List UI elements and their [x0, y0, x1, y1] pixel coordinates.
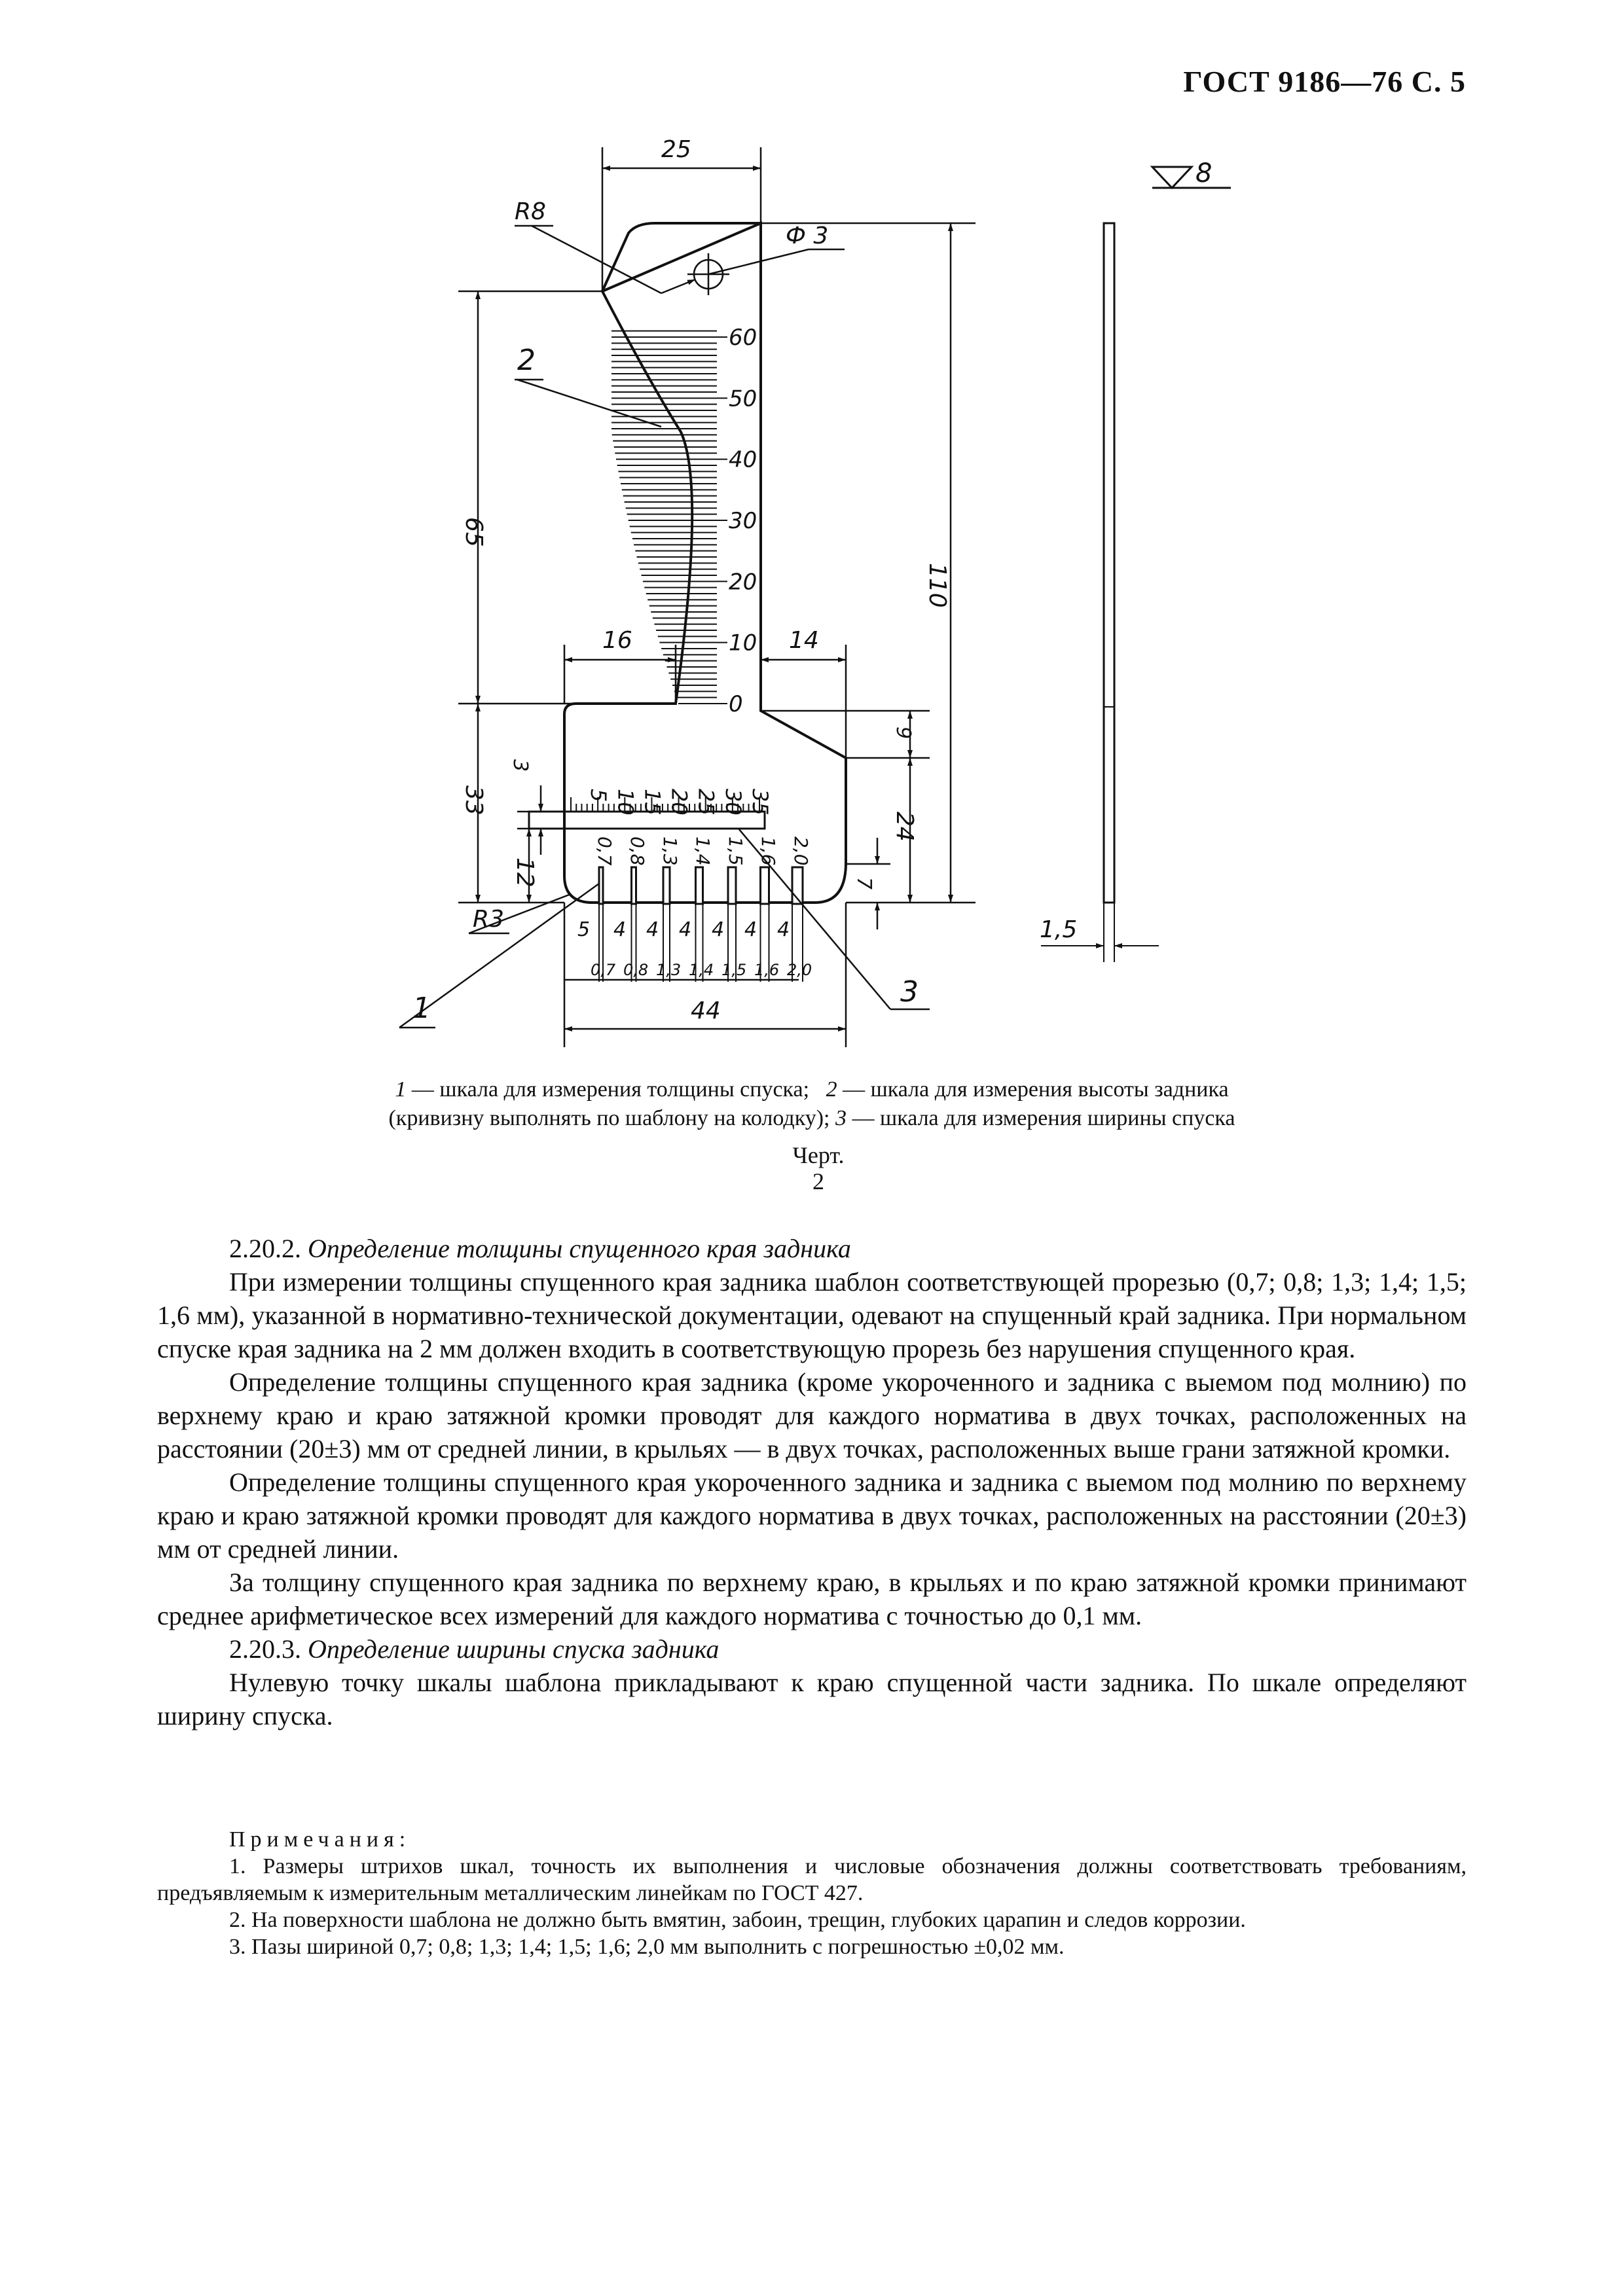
- note-item: 2. На поверхности шаблона не должно быть вмятин, забоин, трещин, глубоких царапин и следов коррозии.: [229, 1908, 1246, 1932]
- slot-width-label: 1,4: [689, 961, 714, 979]
- caption-n1: 1: [395, 1077, 407, 1102]
- paragraph: За толщину спущенного края задника по верхнему краю, в крыльях и по краю затяжной кромки принимают среднее арифметическое всех измерений для каждого норматива с точностью до 0,1 мм.: [157, 1568, 1467, 1630]
- template-drawing: [0, 0, 1623, 1060]
- caption-n3: 3: [835, 1106, 847, 1130]
- spacing-label: 4: [712, 918, 725, 941]
- scale-label: 10: [613, 789, 638, 816]
- dim-44: 44: [691, 997, 721, 1024]
- dim-1-5: 1,5: [1040, 916, 1078, 943]
- slot: [599, 867, 603, 904]
- spacing-label: 4: [613, 918, 627, 941]
- slot-label: 1,6: [757, 836, 779, 866]
- paragraph: Определение толщины спущенного края укороченного задника и задника с выемом под молнию по верхнему краю и краю затяжной кромки проводят для каждого норматива в двух точках, расположенных на расстоянии (20±3) мм от средней линии.: [157, 1467, 1467, 1564]
- slot-width-label: 1,5: [721, 961, 747, 979]
- slot-label: 1,4: [692, 836, 714, 866]
- slot-label: 0,7: [594, 836, 615, 866]
- scale-label: 35: [748, 789, 773, 816]
- dim-12: 12: [511, 857, 538, 888]
- caption-t3: (кривизну выполнять по шаблону на колодку);: [388, 1106, 836, 1130]
- dim-65: 65: [460, 517, 487, 547]
- dim-r8: R8: [515, 198, 546, 225]
- dim-7: 7: [852, 877, 875, 890]
- caption-t1: — шкала для измерения толщины спуска;: [406, 1077, 810, 1102]
- scale-label: 10: [729, 630, 757, 656]
- slot-label: 1,3: [659, 836, 681, 866]
- dim-25: 25: [661, 136, 691, 163]
- figure-label: [720, 1142, 917, 1194]
- slot-width-label: 0,8: [623, 961, 649, 979]
- slot: [696, 867, 703, 904]
- page-header: ГОСТ 9186—76 С. 5: [1183, 65, 1466, 98]
- caption-t2: — шкала для измерения высоты задника: [837, 1077, 1229, 1102]
- caption-n2: 2: [826, 1077, 837, 1102]
- scale-label: 50: [729, 386, 757, 412]
- leader-3-label: 3: [900, 975, 919, 1009]
- roughness-value: 8: [1195, 158, 1213, 188]
- scale-label: 20: [729, 569, 757, 596]
- scale-label: 60: [729, 325, 757, 351]
- section-number: 2.20.2.: [229, 1234, 301, 1263]
- body-text: [157, 1232, 1467, 1732]
- figure-number: 2: [812, 1168, 824, 1194]
- slot: [761, 867, 769, 904]
- dim-3: 3: [509, 759, 532, 772]
- slot-label: 1,5: [725, 836, 746, 866]
- dim-14: 14: [789, 627, 819, 654]
- scale-label: 5: [586, 789, 611, 802]
- note-item: 1. Размеры штрихов шкал, точность их выполнения и числовые обозначения должны соответствовать требованиям, предъявляемым к измерительным металлическим линейкам по ГОСТ 427.: [157, 1854, 1467, 1905]
- slot: [632, 867, 636, 904]
- spacing-label: 4: [777, 918, 790, 941]
- figure-caption: [327, 1075, 1296, 1133]
- scale-label: 20: [666, 789, 692, 816]
- section-title: Определение толщины спущенного края задника: [308, 1234, 851, 1263]
- paragraph: При измерении толщины спущенного края задника шаблон соответствующей прорезью (0,7; 0,8; 1,3; 1,4; 1,5; 1,6 мм), указанной в нормативно-технической документации, одевают на спущенный край задника. При нормальном спуске края задника на 2 мм должен входить в соответствующую прорезь без нарушения спущенного края.: [157, 1267, 1467, 1363]
- scale-label: 15: [640, 789, 665, 816]
- leader-1-label: 1: [412, 992, 431, 1025]
- notes: [157, 1826, 1467, 1960]
- section-number: 2.20.3.: [229, 1634, 301, 1664]
- notes-title: Примечания:: [229, 1827, 411, 1852]
- scale-label: 25: [693, 789, 719, 816]
- dim-110: 110: [924, 563, 951, 608]
- slot-label: 0,8: [627, 836, 648, 866]
- paragraph: Нулевую точку шкалы шаблона прикладывают к краю спущенной части задника. По шкале определяют ширину спуска.: [157, 1668, 1467, 1731]
- spacing-label: 4: [679, 918, 692, 941]
- dim-r3: R3: [473, 906, 504, 933]
- caption-t4: — шкала для измерения ширины спуска: [847, 1106, 1235, 1130]
- slot: [663, 867, 670, 904]
- slot-width-label: 1,6: [754, 961, 780, 979]
- leader-2-label: 2: [517, 344, 536, 377]
- section-title: Определение ширины спуска задника: [308, 1634, 720, 1664]
- slot: [728, 867, 736, 904]
- scale-label: 30: [720, 789, 746, 816]
- dim-33: 33: [460, 785, 487, 816]
- scale-label: 0: [729, 691, 743, 717]
- dim-16: 16: [602, 627, 632, 654]
- dim-24: 24: [891, 812, 918, 842]
- slot-label: 2,0: [790, 836, 812, 866]
- scale-label: 40: [729, 446, 757, 473]
- figure-label-text: Черт.: [792, 1142, 845, 1168]
- paragraph: Определение толщины спущенного края задника (кроме укороченного и задника с выемом под молнию) по верхнему краю и краю затяжной кромки проводят для каждого норматива в двух точках, расположенных на расстоянии (20±3) мм от средней линии, в крыльях — в двух точках, расположенных выше грани затяжной кромки.: [157, 1367, 1467, 1463]
- slot-width-label: 0,7: [591, 961, 616, 979]
- dim-9: 9: [892, 726, 915, 740]
- slot-width-label: 1,3: [656, 961, 682, 979]
- spacing-label: 4: [744, 918, 757, 941]
- note-item: 3. Пазы шириной 0,7; 0,8; 1,3; 1,4; 1,5; 1,6; 2,0 мм выполнить с погрешностью ±0,02 мм.: [229, 1935, 1065, 1959]
- dim-phi3: Ф 3: [786, 223, 829, 249]
- scale-label: 30: [729, 508, 757, 534]
- spacing-label: 4: [646, 918, 659, 941]
- slot-width-label: 2,0: [787, 961, 812, 979]
- section-2-20-3: [157, 1632, 1467, 1666]
- spacing-label: 5: [577, 918, 591, 941]
- section-2-20-2: [157, 1232, 1467, 1265]
